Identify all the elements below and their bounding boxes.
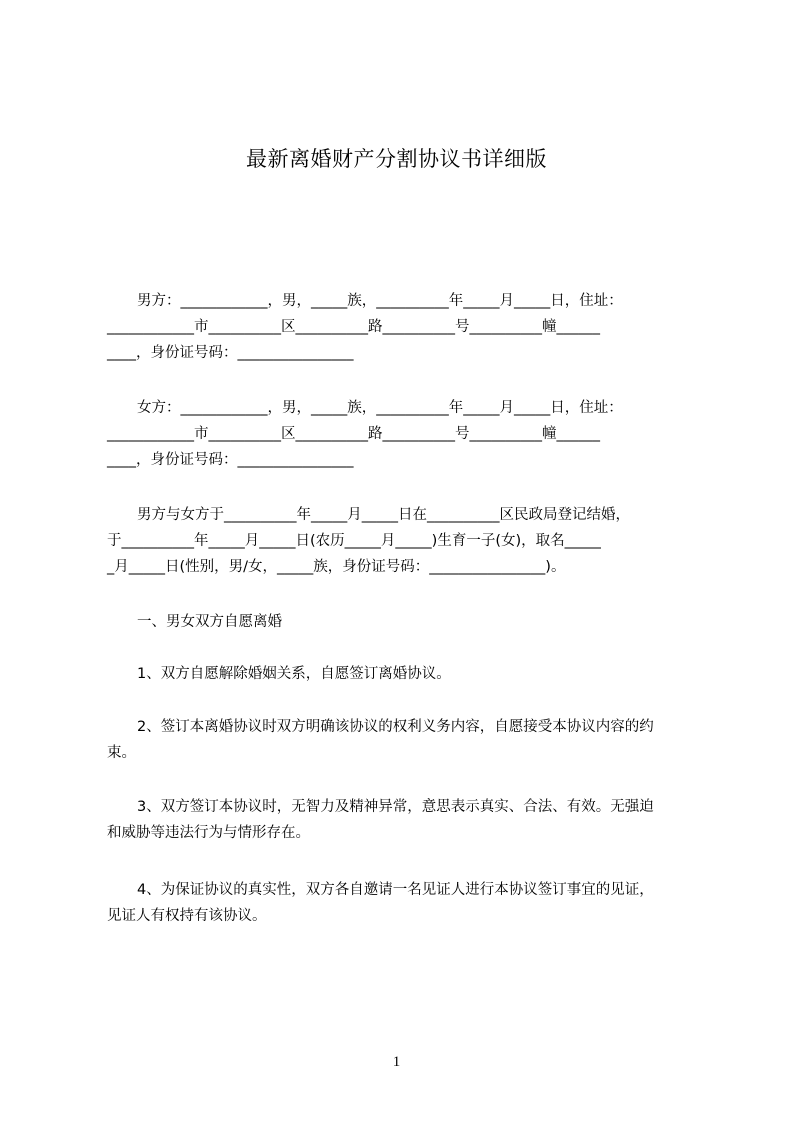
section-heading: 一、男女双方自愿离婚 xyxy=(137,614,282,630)
clause-2-line-1: 2、签订本离婚协议时双方明确该协议的权利义务内容，自愿接受本协议内容的约 xyxy=(137,719,654,735)
clause-3-line-1: 3、双方签订本协议时，无智力及精神异常，意思表示真实、合法、有效。无强迫 xyxy=(137,799,654,815)
marriage-info-line-2: 于__________年_____月_____日(农历_____月_____)生育一子(女)，取名_____ xyxy=(107,533,601,549)
clause-4-line-1: 4、为保证协议的真实性，双方各自邀请一名见证人进行本协议签订事宜的见证， xyxy=(137,882,654,898)
marriage-info-line-3: _月_____日(性别，男/女，_____族，身份证号码：________________)。 xyxy=(107,559,566,575)
clause-1: 1、双方自愿解除婚姻关系，自愿签订离婚协议。 xyxy=(137,666,451,682)
male-party-line-1: 男方：____________，男，_____族，__________年_____月_____日，住址： xyxy=(137,293,623,309)
clause-4-line-2: 见证人有权持有该协议。 xyxy=(107,908,267,924)
clause-2-line-2: 束。 xyxy=(107,745,136,761)
female-party-line-2: ____________市__________区__________路__________号__________幢______ xyxy=(107,426,600,442)
clause-3-line-2: 和威胁等违法行为与情形存在。 xyxy=(107,825,310,841)
marriage-info-line-1: 男方与女方于__________年_____月_____日在__________区民政局登记结婚， xyxy=(137,507,630,523)
page-title: 最新离婚财产分割协议书详细版 xyxy=(246,147,547,171)
female-party-line-3: ____，身份证号码：________________ xyxy=(107,452,354,468)
male-party-line-3: ____，身份证号码：________________ xyxy=(107,345,354,361)
male-party-line-2: ____________市__________区__________路__________号__________幢______ xyxy=(107,319,600,335)
female-party-line-1: 女方：____________，男，_____族，__________年_____月_____日，住址： xyxy=(137,400,623,416)
page-number: 1 xyxy=(392,1054,401,1070)
